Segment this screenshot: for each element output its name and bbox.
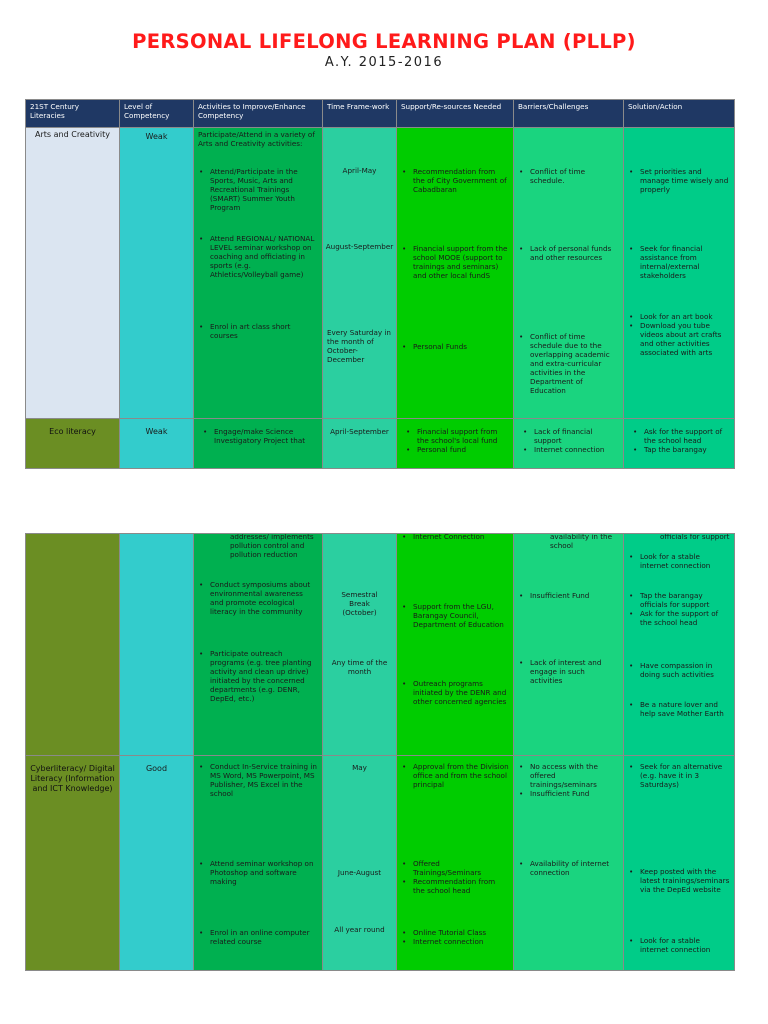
plan-table-bottom bbox=[25, 533, 735, 971]
activities-cyber bbox=[194, 756, 323, 971]
list-item: • Engage/make Science Investigatory Project that bbox=[198, 427, 314, 445]
timeframe-item: Any time of the month bbox=[331, 658, 388, 676]
header-solution: Solution/Action bbox=[624, 100, 735, 128]
list-item: • Conduct symposiums about environmental awareness and promote ecological literacy in the community bbox=[194, 580, 318, 616]
header-timeframe: Time Frame-work bbox=[323, 100, 397, 128]
solution-cyber bbox=[624, 756, 735, 971]
support-eco bbox=[397, 419, 514, 469]
activities-eco-cont bbox=[194, 534, 323, 756]
solution-arts bbox=[624, 128, 735, 419]
list-item: • Participate outreach programs (e.g. tree planting activity and clean up drive) initiated by the concerned departments (e.g. DENR, DepEd, etc.) bbox=[194, 649, 318, 703]
list-item: • Set priorities and manage time wisely and properly bbox=[624, 167, 730, 194]
list-item: • Look for a stable internet connection bbox=[624, 552, 730, 570]
timeframe-item: June-August bbox=[337, 868, 382, 877]
list-item: • No access with the offered trainings/seminars bbox=[514, 762, 619, 789]
page-title: PERSONAL LIFELONG LEARNING PLAN (PLLP) bbox=[132, 30, 636, 53]
list-item: • Internet connection bbox=[518, 445, 615, 454]
list-item: • Outreach programs initiated by the DENR and other concerned agencies bbox=[397, 679, 509, 706]
list-item: • Ask for the support of the school head bbox=[628, 427, 726, 445]
timeframe-cyber bbox=[323, 756, 397, 971]
list-item: • Lack of interest and engage in such activities bbox=[514, 658, 619, 685]
barriers-cyber bbox=[514, 756, 624, 971]
activities-eco bbox=[194, 419, 323, 469]
list-item: • Keep posted with the latest trainings/seminars via the DepEd website bbox=[624, 867, 730, 894]
list-item: • Internet connection bbox=[397, 937, 509, 946]
header-activities: Activities to Improve/Enhance Competency bbox=[194, 100, 323, 128]
solution-continued: officials for support bbox=[660, 533, 730, 541]
activities-arts bbox=[194, 128, 323, 419]
list-item: • Be a nature lover and help save Mother Earth bbox=[624, 700, 730, 718]
list-item: • Online Tutorial Class bbox=[397, 928, 509, 937]
list-item: • Enrol in an online computer related course bbox=[194, 928, 318, 946]
activities-intro: Participate/Attend in a variety of Arts and Creativity activities: bbox=[198, 130, 315, 148]
timeframe-item: August-September bbox=[325, 242, 394, 251]
support-arts bbox=[397, 128, 514, 419]
list-item: • Insufficient Fund bbox=[514, 789, 619, 798]
timeframe-item: All year round bbox=[334, 925, 385, 934]
barriers-arts bbox=[514, 128, 624, 419]
list-item: • Internet Connection bbox=[397, 534, 509, 542]
table-row-arts bbox=[26, 128, 735, 419]
list-item: • Seek for an alternative (e.g. have it in 3 Saturdays) bbox=[624, 762, 730, 789]
list-item: • Conduct In-Service training in MS Word, MS Powerpoint, MS Publisher, MS Excel in the school bbox=[194, 762, 318, 798]
level-eco: Weak bbox=[120, 419, 194, 469]
list-item: • Personal Funds bbox=[397, 342, 509, 351]
list-item: • Look for an art book bbox=[624, 312, 730, 321]
list-item: • Personal fund bbox=[401, 445, 505, 454]
table-row-eco-cont bbox=[26, 534, 735, 756]
level-eco-cont bbox=[120, 534, 194, 756]
timeframe-arts bbox=[323, 128, 397, 419]
list-item: • Lack of financial support bbox=[518, 427, 615, 445]
list-item: • Look for a stable internet connection bbox=[624, 936, 730, 954]
list-item: • Download you tube videos about art crafts and other activities associated with arts bbox=[624, 321, 730, 357]
table-row-eco bbox=[26, 419, 735, 469]
list-item: • Seek for financial assistance from internal/external stakeholders bbox=[624, 244, 730, 280]
literacy-eco-cont bbox=[26, 534, 120, 756]
header-level: Level of Competency bbox=[120, 100, 194, 128]
list-item: • Approval from the Division office and from the school principal bbox=[397, 762, 509, 789]
level-arts: Weak bbox=[120, 128, 194, 419]
list-item: • Financial support from the school MOOE (support to trainings and seminars) and other local fundS bbox=[397, 244, 509, 280]
support-eco-cont bbox=[397, 534, 514, 756]
timeframe-eco: April-September bbox=[323, 419, 397, 469]
list-item: • Conflict of time schedule. bbox=[514, 167, 619, 185]
table-row-cyber bbox=[26, 756, 735, 971]
plan-table-top bbox=[25, 99, 735, 469]
list-item: • Attend REGIONAL/ NATIONAL LEVEL seminar workshop on coaching and officiating in sports (e.g. Athletics/Volleyball game) bbox=[194, 234, 318, 279]
list-item: • Have compassion in doing such activities bbox=[624, 661, 730, 679]
list-item: • Tap the barangay officials for support bbox=[624, 591, 730, 609]
table-header-row bbox=[26, 100, 735, 128]
list-item: • Lack of personal funds and other resources bbox=[514, 244, 619, 262]
timeframe-item: Every Saturday in the month of October-December bbox=[327, 328, 391, 364]
timeframe-item: Semestral Break (October) bbox=[341, 590, 378, 617]
solution-eco bbox=[624, 419, 735, 469]
timeframe-item: May bbox=[352, 763, 367, 772]
barriers-eco bbox=[514, 419, 624, 469]
header-barriers: Barriers/Challenges bbox=[514, 100, 624, 128]
list-item: • Financial support from the school's local fund bbox=[401, 427, 505, 445]
literacy-arts: Arts and Creativity bbox=[26, 128, 120, 419]
list-item: • Offered Trainings/Seminars bbox=[397, 859, 509, 877]
activities-continued: addresses/ implements pollution control and pollution reduction bbox=[230, 533, 314, 559]
timeframe-eco-cont bbox=[323, 534, 397, 756]
list-item: • Enrol in art class short courses bbox=[194, 322, 318, 340]
page-subtitle: A.Y. 2015-2016 bbox=[324, 55, 444, 70]
literacy-eco: Eco literacy bbox=[26, 419, 120, 469]
list-item: • Ask for the support of the school head bbox=[624, 609, 730, 627]
support-cyber bbox=[397, 756, 514, 971]
barriers-eco-cont bbox=[514, 534, 624, 756]
list-item: • Conflict of time schedule due to the overlapping academic and extra-curricular activities in the Department of Education bbox=[514, 332, 619, 395]
header-literacies: 21ST Century Literacies bbox=[26, 100, 120, 128]
timeframe-item: April-May bbox=[342, 166, 377, 175]
list-item: • Recommendation from the school head bbox=[397, 877, 509, 895]
solution-eco-cont bbox=[624, 534, 735, 756]
list-item: • Tap the barangay bbox=[628, 445, 726, 454]
header-support: Support/Re-sources Needed bbox=[397, 100, 514, 128]
list-item: • Recommendation from the of City Government of Cabadbaran bbox=[397, 167, 509, 194]
barrier-continued: availability in the school bbox=[550, 533, 613, 550]
level-cyber: Good bbox=[120, 756, 194, 971]
list-item: • Insufficient Fund bbox=[514, 591, 619, 600]
list-item: • Support from the LGU, Barangay Council, Department of Education bbox=[397, 602, 509, 629]
list-item: • Availability of internet connection bbox=[514, 859, 619, 877]
list-item: • Attend/Participate in the Sports, Music, Arts and Recreational Trainings (SMART) Summer Youth Program bbox=[194, 167, 318, 212]
list-item: • Attend seminar workshop on Photoshop and software making bbox=[194, 859, 318, 886]
literacy-cyber: Cyberliteracy/ Digital Literacy (Information and ICT Knowledge) bbox=[26, 756, 120, 971]
